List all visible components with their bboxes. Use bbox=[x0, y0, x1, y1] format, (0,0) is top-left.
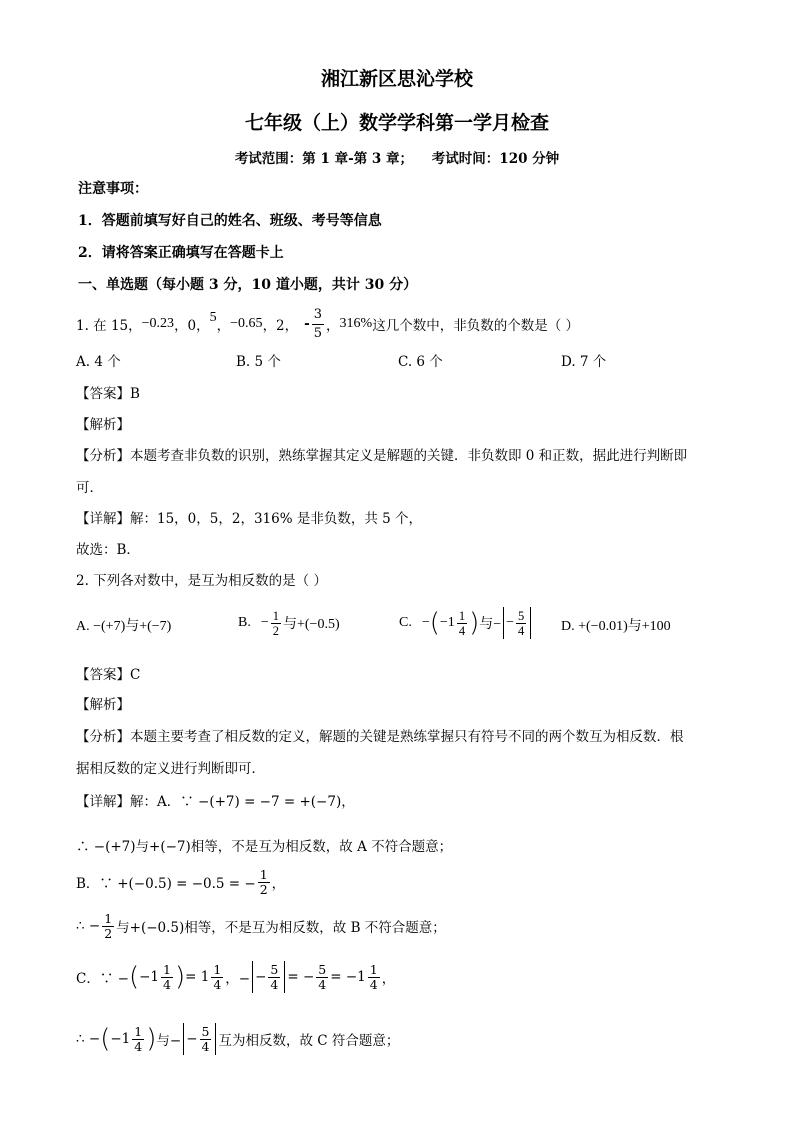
q2-option-a: A. −(+7)与+(−7) bbox=[76, 619, 172, 634]
q2-fenxi-line1: 【分析】本题主要考查了相反数的定义，解题的关键是熟练掌握只有符号不同的两个数互为相反数．根 bbox=[76, 729, 684, 745]
q2-detail-a: 【详解】解：A．∵ −(+7) = −7 = +(−7)， bbox=[76, 794, 355, 810]
q2-detail-b: B．∵ +(−0.5) = −0.5 = − $\frac{1}{2}$ ， bbox=[76, 866, 286, 897]
q2-answer: 【答案】C bbox=[76, 667, 141, 683]
q1-conclusion: 故选：B． bbox=[76, 542, 140, 558]
q2-conclusion-b: ∴ − $\frac{1}{2}$ 与+(−0.5)相等，不是互为相反数，故 B 不符合题意； bbox=[76, 910, 446, 941]
q1-detail: 【详解】解：15，0，5，2，316% 是非负数，共 5 个， bbox=[76, 511, 423, 527]
school-title: 湘江新区思沁学校 bbox=[320, 68, 473, 90]
q2-detail-c: C．∵ − ( −1 $\frac{1}{4}$ ) = 1 $\frac{1}{4}$ ，− − $\frac{5}{4}$ = − $\frac{5}{4}$ = −1 $\frac{1}{4}$ ， bbox=[76, 961, 396, 992]
q2-conclusion-c: ∴ − ( −1 $\frac{1}{4}$ ) 与− − $\frac{5}{4}$ 互为相反数，故 C 符合题意； bbox=[76, 1023, 400, 1054]
exam-title: 七年级（上）数学学科第一学月检查 bbox=[244, 112, 549, 134]
q2-fenxi-line2: 据相反数的定义进行判断即可． bbox=[76, 761, 265, 777]
notes-heading: 注意事项： bbox=[78, 181, 148, 197]
question-1-stem: 1. 在 15， −0.23 ，0， 5 ， −0.65 ，2， - $\frac{3}{5}$ ， 316% 这几个数中，非负数的个数是（ ） bbox=[76, 306, 580, 341]
q2-analysis: 【解析】 bbox=[76, 697, 130, 713]
note-item-2: 2．请将答案正确填写在答题卡上 bbox=[78, 245, 284, 261]
q1-option-d: D. 7 个 bbox=[561, 354, 607, 370]
q2-option-c: C. − ( −1 $\frac{1}{4}$ ) 与− − $\frac{5}{4}$ bbox=[399, 603, 533, 643]
q1-option-c: C. 6 个 bbox=[398, 354, 443, 370]
question-2-stem: 2. 下列各对数中，是互为相反数的是（ ） bbox=[76, 573, 327, 589]
section-heading: 一、单选题（每小题 3 分，10 道小题，共计 30 分） bbox=[78, 277, 418, 293]
exam-scope: 考试范围：第 1 章-第 3 章； 考试时间：120 分钟 bbox=[234, 151, 560, 167]
q1-option-a: A. 4 个 bbox=[76, 354, 121, 370]
q1-analysis: 【解析】 bbox=[76, 417, 130, 433]
q1-answer: 【答案】B bbox=[76, 386, 140, 402]
q2-conclusion-a: ∴ −(+7)与+(−7)相等，不是互为相反数，故 A 不符合题意； bbox=[76, 839, 453, 855]
q2-option-d: D. +(−0.01)与+100 bbox=[561, 619, 671, 634]
q1-option-b: B. 5 个 bbox=[236, 354, 281, 370]
q1-fenxi-line2: 可． bbox=[76, 480, 103, 496]
note-item-1: 1．答题前填写好自己的姓名、班级、考号等信息 bbox=[78, 213, 382, 229]
q1-fenxi-line1: 【分析】本题考查非负数的识别，熟练掌握其定义是解题的关键．非负数即 0 和正数，据此进行判断即 bbox=[76, 448, 688, 464]
q2-option-b: B. − $\frac{1}{2}$ 与+(−0.5) bbox=[238, 608, 340, 638]
